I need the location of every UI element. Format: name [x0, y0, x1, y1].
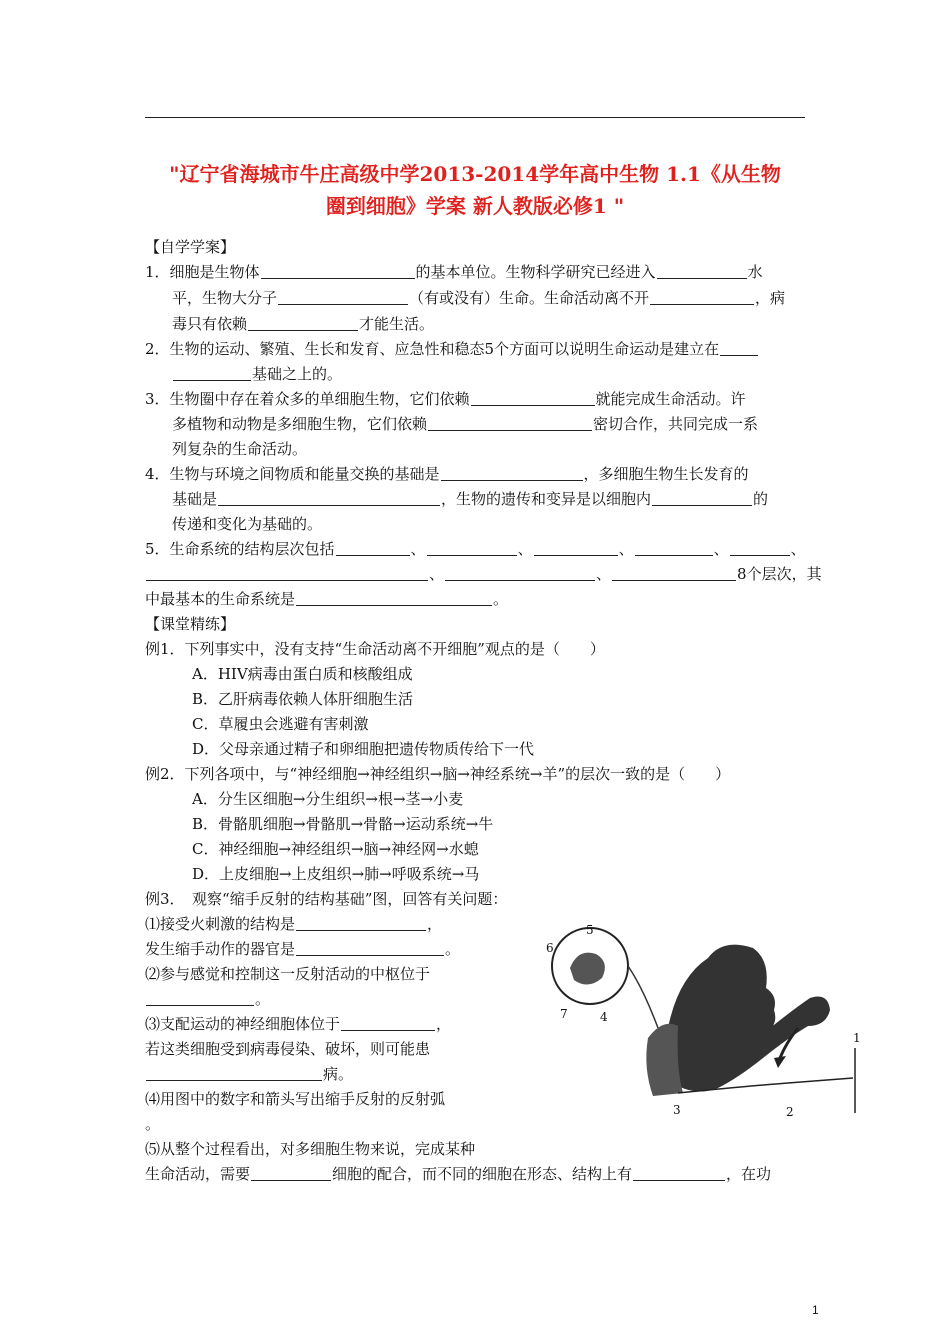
- ex3-part4-end: 。: [145, 1115, 161, 1133]
- blank[interactable]: [633, 1164, 725, 1181]
- blank[interactable]: [173, 364, 251, 381]
- blank[interactable]: [471, 389, 595, 406]
- ex1-option-a[interactable]: A．HIV病毒由蛋白质和核酸组成: [192, 665, 413, 683]
- blank[interactable]: [341, 1014, 435, 1031]
- ex1-option-c[interactable]: C．草履虫会逃避有害刺激: [192, 715, 369, 733]
- blank[interactable]: [441, 464, 583, 481]
- blank[interactable]: [146, 989, 254, 1006]
- ex3-part1-a: ⑴接受火刺激的结构是 ，: [145, 915, 443, 933]
- page-number: 1: [812, 1303, 819, 1317]
- nerve-line: [628, 966, 658, 1028]
- blank[interactable]: [146, 1064, 322, 1081]
- header-rule: [145, 117, 805, 118]
- document-title: [130, 158, 820, 222]
- q5-line-3: 中最基本的生命系统是 。: [145, 590, 509, 608]
- blank[interactable]: [635, 539, 713, 556]
- ex2-option-b[interactable]: B．骨骼肌细胞→骨骼肌→骨骼→运动系统→牛: [192, 815, 494, 833]
- ex2-option-a[interactable]: A．分生区细胞→分生组织→根→茎→小麦: [192, 790, 464, 808]
- q4-line-3: 传递和变化为基础的。: [172, 515, 323, 533]
- blank[interactable]: [534, 539, 618, 556]
- blank[interactable]: [146, 564, 428, 581]
- blank[interactable]: [730, 539, 790, 556]
- ex1-option-d[interactable]: D．父母亲通过精子和卵细胞把遗传物质传给下一代: [192, 740, 535, 758]
- figure-label-5: 5: [586, 923, 594, 937]
- arrow-head-icon: [774, 1056, 786, 1068]
- ex2-option-d[interactable]: D．上皮细胞→上皮组织→肺→呼吸系统→马: [192, 865, 480, 883]
- q5-line-2: 、 、 8个层次，其: [145, 562, 822, 586]
- reflex-arc-figure: [548, 918, 863, 1118]
- blank[interactable]: [652, 489, 752, 506]
- blank[interactable]: [445, 564, 595, 581]
- figure-label-2: 2: [786, 1105, 794, 1119]
- q3-line-2: 多植物和动物是多细胞生物，它们依赖 密切合作，共同完成一系: [172, 415, 759, 433]
- ex3-part2: ⑵参与感觉和控制这一反射活动的中枢位于: [145, 965, 431, 983]
- ex3-part2-blank: 。: [145, 987, 270, 1011]
- q1-line-3: 毒只有依赖 才能生活。: [172, 315, 435, 333]
- blank[interactable]: [278, 288, 408, 305]
- blank[interactable]: [720, 339, 758, 356]
- ex2-option-c[interactable]: C．神经细胞→神经组织→脑→神经网→水螅: [192, 840, 479, 858]
- figure-label-4: 4: [600, 1010, 608, 1024]
- blank[interactable]: [296, 939, 444, 956]
- q2-line-1: 2．生物的运动、繁殖、生长和发育、应急性和稳态5个方面可以说明生命运动是建立在: [145, 337, 759, 361]
- blank[interactable]: [296, 914, 426, 931]
- ex3-stem: 例3． 观察“缩手反射的结构基础”图，回答有关问题：: [145, 890, 508, 908]
- blank[interactable]: [650, 288, 754, 305]
- figure-label-3: 3: [673, 1103, 681, 1117]
- q1-line-2: 平，生物大分子 （有或没有）生命。生命活动离不开 ，病: [172, 289, 786, 307]
- ex1-stem: 例1．下列事实中，没有支持“生命活动离不开细胞”观点的是（ ）: [145, 640, 605, 658]
- blank[interactable]: [296, 589, 492, 606]
- blank[interactable]: [248, 314, 358, 331]
- figure-label-1: 1: [853, 1031, 861, 1045]
- title-line-2: 圈到细胞》学案 新人教版必修1 ": [325, 194, 625, 218]
- q1-line-1: 1．细胞是生物体 的基本单位。生物科学研究已经进入 水: [145, 263, 763, 281]
- q3-line-1: 3．生物圈中存在着众多的单细胞生物，它们依赖 就能完成生命活动。许: [145, 390, 746, 408]
- arm-silhouette: [646, 1024, 683, 1096]
- q3-line-3: 列复杂的生命活动。: [172, 440, 308, 458]
- ex3-part3-blank: 病。: [145, 1062, 353, 1086]
- title-line-1: "辽宁省海城市牛庄高级中学2013-2014学年高中生物 1.1《从生物: [169, 162, 781, 186]
- ex3-part3-a: ⑶支配运动的神经细胞体位于 ，: [145, 1015, 452, 1033]
- spinal-cord-grey-matter: [570, 953, 605, 985]
- ex3-part5-b: 生命活动，需要 细胞的配合，而不同的细胞在形态、结构上有 ，在功: [145, 1165, 772, 1183]
- blank[interactable]: [218, 489, 440, 506]
- ex3-part3-b: 若这类细胞受到病毒侵染、破坏，则可能患: [145, 1040, 431, 1058]
- ex2-stem: 例2．下列各项中，与“神经细胞→神经组织→脑→神经系统→羊”的层次一致的是（ ）: [145, 765, 731, 783]
- ex3-part5-a: ⑸从整个过程看出，对多细胞生物来说，完成某种: [145, 1140, 476, 1158]
- q5-line-1: 5．生命系统的结构层次包括 、 、 、 、 、: [145, 540, 806, 558]
- person-silhouette: [666, 945, 830, 1092]
- figure-label-7: 7: [560, 1007, 568, 1021]
- blank[interactable]: [336, 539, 410, 556]
- figure-label-6: 6: [546, 941, 554, 955]
- section-self-study: 【自学学案】: [145, 238, 236, 256]
- blank[interactable]: [251, 1164, 331, 1181]
- q4-line-1: 4．生物与环境之间物质和能量交换的基础是 ，多细胞生物生长发育的: [145, 465, 749, 483]
- section-class-practice: 【课堂精练】: [145, 615, 236, 633]
- ex1-option-b[interactable]: B．乙肝病毒依赖人体肝细胞生活: [192, 690, 414, 708]
- q2-line-2: 基础之上的。: [172, 362, 342, 386]
- blank[interactable]: [657, 262, 747, 279]
- q4-line-2: 基础是 ，生物的遗传和变异是以细胞内 的: [172, 490, 769, 508]
- ex3-part4: ⑷用图中的数字和箭头写出缩手反射的反射弧: [145, 1090, 446, 1108]
- blank[interactable]: [261, 262, 415, 279]
- ex3-part1-b: 发生缩手动作的器官是 。: [145, 940, 461, 958]
- blank[interactable]: [428, 414, 592, 431]
- blank[interactable]: [612, 564, 736, 581]
- blank[interactable]: [427, 539, 517, 556]
